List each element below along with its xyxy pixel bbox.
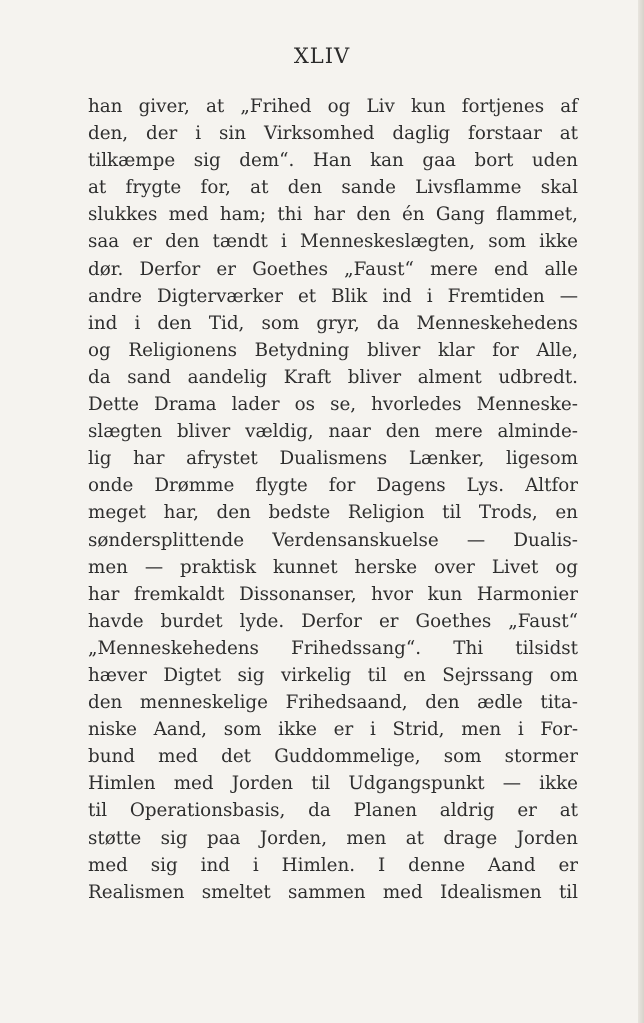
text-line: Himlen med Jorden til Udgangspunkt — ikke (88, 773, 578, 795)
text-line: hæver Digtet sig virkelig til en Sejrssang om (88, 664, 578, 686)
text-line: andre Digterværker et Blik ind i Fremtiden — (88, 285, 578, 307)
text-line: men — praktisk kunnet herske over Livet og (88, 556, 578, 578)
text-line: saa er den tændt i Menneskeslægten, som ikke (88, 231, 578, 253)
text-line: havde burdet lyde. Derfor er Goethes „Faust“ (88, 610, 578, 632)
body-text (88, 96, 578, 909)
text-line: lig har afrystet Dualismens Lænker, ligesom (88, 448, 578, 470)
text-line: bund med det Guddommelige, som stormer (88, 746, 578, 768)
text-line: slægten bliver vældig, naar den mere alminde- (88, 421, 578, 443)
text-line: slukkes med ham; thi har den én Gang flammet, (88, 204, 578, 226)
text-line: ind i den Tid, som gryr, da Menneskehedens (88, 312, 578, 334)
text-line: dør. Derfor er Goethes „Faust“ mere end alle (88, 258, 578, 280)
text-line: Dette Drama lader os se, hvorledes Menneske- (88, 394, 578, 416)
text-line: meget har, den bedste Religion til Trods, en (88, 502, 578, 524)
text-line: har fremkaldt Dissonanser, hvor kun Harmonier (88, 583, 578, 605)
text-line: og Religionens Betydning bliver klar for Alle, (88, 339, 578, 361)
page-number: XLIV (293, 44, 351, 68)
text-line: at frygte for, at den sande Livsflamme skal (88, 177, 578, 199)
text-line: niske Aand, som ikke er i Strid, men i For- (88, 719, 578, 741)
text-line: Realismen smeltet sammen med Idealismen til (88, 881, 578, 903)
text-line: da sand aandelig Kraft bliver alment udbredt. (88, 366, 578, 388)
text-line: han giver, at „Frihed og Liv kun fortjenes af (88, 96, 578, 117)
text-line: „Menneskehedens Frihedssang“. Thi tilsidst (88, 637, 578, 659)
text-line: tilkæmpe sig dem“. Han kan gaa bort uden (88, 150, 578, 172)
text-line: støtte sig paa Jorden, men at drage Jorden (88, 827, 578, 849)
text-line: onde Drømme flygte for Dagens Lys. Altfor (88, 475, 578, 497)
text-line: med sig ind i Himlen. I denne Aand er (88, 854, 578, 876)
page-edge (638, 0, 644, 1023)
text-line: til Operationsbasis, da Planen aldrig er at (88, 800, 578, 822)
text-line: den menneskelige Frihedsaand, den ædle tita- (88, 692, 578, 714)
text-line: søndersplittende Verdensanskuelse — Dualis- (88, 529, 578, 551)
text-line: den, der i sin Virksomhed daglig forstaar at (88, 123, 578, 145)
